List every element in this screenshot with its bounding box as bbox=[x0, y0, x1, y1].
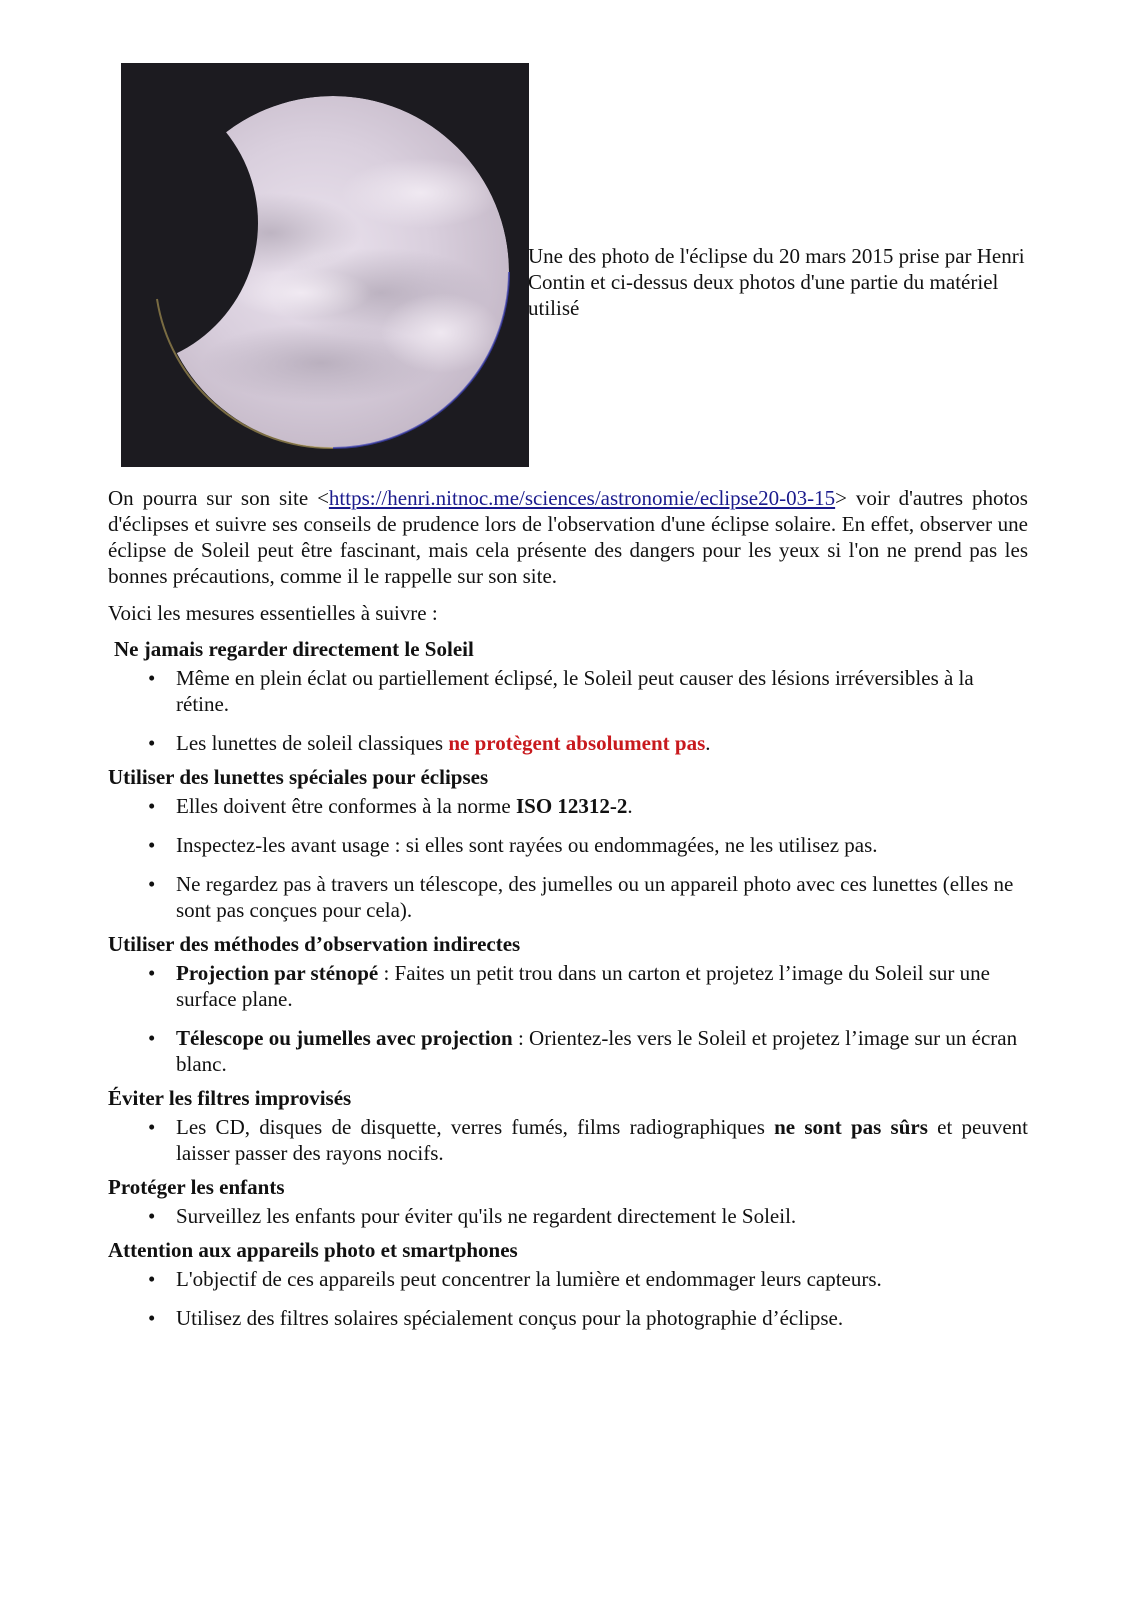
site-link[interactable]: https://henri.nitnoc.me/sciences/astronomie/eclipse20-03-15 bbox=[328, 486, 836, 510]
section-list-indirect-methods bbox=[108, 960, 1028, 1077]
list-item bbox=[108, 871, 1028, 923]
section-heading-cameras: Attention aux appareils photo et smartphones bbox=[108, 1238, 518, 1262]
section-heading-special-glasses: Utiliser des lunettes spéciales pour éclipses bbox=[108, 765, 489, 789]
section-heading-no-direct-look: Ne jamais regarder directement le Soleil bbox=[114, 637, 474, 661]
bullet-icon: • bbox=[148, 833, 156, 857]
list-item-text: L'objectif de ces appareils peut concentrer la lumière et endommager leurs capteurs. bbox=[176, 1267, 882, 1291]
list-item bbox=[108, 960, 1028, 1012]
iso-norm: ISO 12312-2 bbox=[515, 794, 628, 818]
list-item-text-end: . bbox=[627, 794, 633, 818]
list-item-text: Inspectez-les avant usage : si elles sont rayées ou endommagées, ne les utilisez pas. bbox=[176, 833, 878, 857]
list-item-text: Ne regardez pas à travers un télescope, des jumelles ou un appareil photo avec ces lunettes (elles ne sont pas conçues pour cela). bbox=[176, 872, 1014, 922]
measures-intro: Voici les mesures essentielles à suivre : bbox=[108, 601, 438, 625]
list-item bbox=[108, 1025, 1028, 1077]
list-item bbox=[108, 1266, 1028, 1292]
list-item-text: Utilisez des filtres solaires spécialement conçus pour la photographie d’éclipse. bbox=[176, 1306, 844, 1330]
intro-paragraph bbox=[108, 485, 1028, 589]
bullet-icon: • bbox=[148, 1267, 156, 1291]
list-item bbox=[108, 665, 1028, 717]
list-item-text-end: et peuvent laisser passer des rayons nocifs. bbox=[176, 1115, 1028, 1165]
partial-solar-eclipse-photo-icon bbox=[121, 63, 529, 467]
list-item-text: : Faites un petit trou dans un carton et projetez l’image du Soleil sur une surface plane. bbox=[176, 961, 990, 1011]
section-heading-indirect-methods: Utiliser des méthodes d’observation indirectes bbox=[108, 932, 521, 956]
list-item bbox=[108, 832, 1028, 858]
section-list-cameras bbox=[108, 1266, 1028, 1331]
bullet-icon: • bbox=[148, 666, 156, 690]
bullet-icon: • bbox=[148, 872, 156, 896]
list-item bbox=[108, 1203, 1028, 1229]
section-heading-protect-children: Protéger les enfants bbox=[108, 1175, 285, 1199]
bullet-icon: • bbox=[148, 1026, 156, 1050]
list-item-text-end: . bbox=[705, 731, 711, 755]
list-item bbox=[108, 1114, 1028, 1166]
list-item-text: Même en plein éclat ou partiellement éclipsé, le Soleil peut causer des lésions irréversibles à la rétine. bbox=[176, 666, 974, 716]
section-list-improvised-filters bbox=[108, 1114, 1028, 1166]
bullet-icon: • bbox=[148, 1204, 156, 1228]
intro-after-link: > voir d'autres photos d'éclipses et suivre ses conseils de prudence lors de l'observation d'une éclipse solaire. En effet, observer une éclipse de Soleil peut être fascinant, mais cela présente des dangers pour les yeux si l'on ne prend pas les bonnes précautions, comme il le rappelle sur son site. bbox=[108, 486, 1028, 588]
warning-emphasis: ne protègent absolument pas bbox=[448, 731, 706, 755]
list-item bbox=[108, 793, 1028, 819]
bullet-icon: • bbox=[148, 961, 156, 985]
section-list-special-glasses bbox=[108, 793, 1028, 923]
photo-caption: Une des photo de l'éclipse du 20 mars 2015 prise par Henri Contin et ci-dessus deux photos d'une partie du matériel utilisé bbox=[528, 244, 1025, 320]
list-item bbox=[108, 730, 1028, 756]
bullet-icon: • bbox=[148, 731, 156, 755]
bullet-icon: • bbox=[148, 794, 156, 818]
list-item-text: : Orientez-les vers le Soleil et projetez l’image sur un écran blanc. bbox=[176, 1026, 1018, 1076]
list-item-text: Les CD, disques de disquette, verres fumés, films radiographiques bbox=[176, 1115, 775, 1139]
method-name: Projection par sténopé bbox=[176, 961, 379, 985]
not-safe-emphasis: ne sont pas sûrs bbox=[774, 1115, 928, 1139]
list-item-text: Surveillez les enfants pour éviter qu'ils ne regardent directement le Soleil. bbox=[176, 1204, 797, 1228]
bullet-icon: • bbox=[148, 1306, 156, 1330]
list-item-text: Les lunettes de soleil classiques bbox=[176, 731, 449, 755]
section-heading-improvised-filters: Éviter les filtres improvisés bbox=[108, 1086, 352, 1110]
section-list-no-direct-look bbox=[108, 665, 1028, 756]
main-text bbox=[108, 485, 1028, 1331]
eclipse-photo bbox=[121, 63, 529, 467]
method-name: Télescope ou jumelles avec projection bbox=[176, 1026, 513, 1050]
section-list-protect-children bbox=[108, 1203, 1028, 1229]
list-item-text: Elles doivent être conformes à la norme bbox=[176, 794, 516, 818]
intro-before-link: On pourra sur son site < bbox=[108, 486, 329, 510]
bullet-icon: • bbox=[148, 1115, 156, 1139]
list-item bbox=[108, 1305, 1028, 1331]
